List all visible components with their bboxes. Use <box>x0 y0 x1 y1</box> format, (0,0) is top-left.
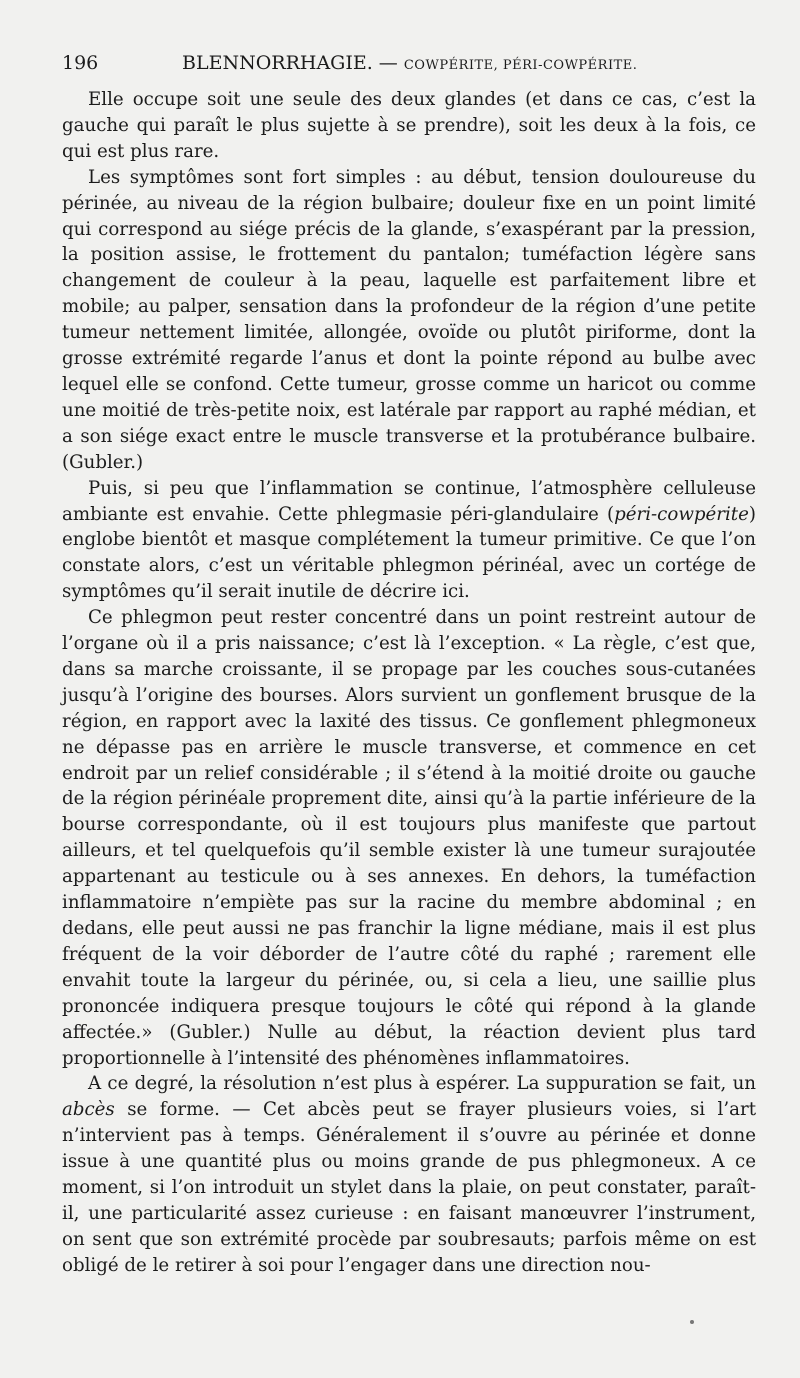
paragraph-1 <box>62 87 756 165</box>
paragraph-4 <box>62 605 756 1071</box>
paragraph-text: ) englobe bientôt et masque complétement la tumeur primitive. Ce que l’on constate alors, c’est un véritable phlegmon périnéal, avec un cortége de symptômes qu’il serait inutile de décrire ici. <box>62 503 756 603</box>
paragraph-text: Ce phlegmon peut rester concentré dans un point restreint autour de l’organe où il a pris naissance; c’est là l’exception. « La règle, c’est que, dans sa marche croissante, il se propage par les couches sous-cutanées jusqu’à l’origine des bourses. Alors survient un gonflement brusque de la région, en rapport avec la laxité des tissus. Ce gonflement phlegmoneux ne dépasse pas en arrière le muscle transverse, et commence en cet endroit par un relief considérable ; il s’étend à la moitié droite ou gauche de la région périnéale proprement dite, ainsi qu’à la partie inférieure de la bourse correspondante, où il est toujours plus manifeste que partout ailleurs, et tel quelquefois qu’il semble exister là une tumeur surajoutée appartenant au testicule ou à ses annexes. En dehors, la tuméfaction inflammatoire n’empiète pas sur la racine du membre abdominal ; en dedans, elle peut aussi ne pas franchir la ligne médiane, mais il est plus fréquent de la voir déborder de l’autre côté du raphé ; rarement elle envahit toute la largeur du périnée, ou, si cela a lieu, une saillie plus prononcée indiquera presque toujours le côté qui répond à la glande affectée.» (Gubler.) Nulle au début, la réaction devient plus tard proportionnelle à l’intensité des phénomènes inflammatoires. <box>62 607 756 1069</box>
paragraph-text: Puis, si peu que l’inflammation se continue, l’atmosphère celluleuse ambiante est envahie. Cette phlegmasie péri-glandulaire ( <box>62 477 756 525</box>
paragraph-text: se forme. — Cet abcès peut se frayer plusieurs voies, si l’art n’intervient pas à temps. Généralement il s’ouvre au périnée et donne issue à une quantité plus ou moins grande de pus phlegmoneux. A ce moment, si l’on introduit un stylet dans la plaie, on peut constater, paraît-il, une particularité assez curieuse : en faisant manœuvrer l’instrument, on sent que son extrémité procède par soubresauts; parfois même on est obligé de le retirer à soi pour l’engager dans une direction nou- <box>62 1099 756 1276</box>
paragraph-text: A ce degré, la résolution n’est plus à espérer. La suppuration se fait, un <box>88 1073 756 1095</box>
paragraph-2 <box>62 165 756 476</box>
running-title-sub: COWPÉRITE, PÉRI-COWPÉRITE. <box>403 58 638 73</box>
running-title-main: BLENNORRHAGIE. — <box>182 52 398 74</box>
paragraph-3 <box>62 476 756 606</box>
paragraph-5 <box>62 1071 756 1278</box>
running-title <box>182 50 637 79</box>
running-header <box>62 50 756 76</box>
paragraph-text: Les symptômes sont fort simples : au début, tension douloureuse du périnée, au niveau de la région bulbaire; douleur fixe en un point limité qui correspond au siége précis de la glande, s’exaspérant par la pression, la position assise, le frottement du pantalon; tuméfaction légère sans changement de couleur à la peau, laquelle est parfaitement libre et mobile; au palper, sensation dans la profondeur de la région d’une petite tumeur nettement limitée, allongée, ovoïde ou plutôt piriforme, dont la grosse extrémité regarde l’anus et dont la pointe répond au bulbe avec lequel elle se confond. Cette tumeur, grosse comme un haricot ou comme une moitié de très-petite noix, est latérale par rapport au raphé médian, et a son siége exact entre le muscle transverse et la protubérance bulbaire. (Gubler.) <box>62 166 756 473</box>
paper-speck <box>690 1320 694 1324</box>
paragraph-text: Elle occupe soit une seule des deux glandes (et dans ce cas, c’est la gauche qui paraît le plus sujette à se prendre), soit les deux à la fois, ce qui est plus rare. <box>62 89 756 162</box>
emphasis-term: péri-cowpérite <box>614 503 749 525</box>
page-number: 196 <box>62 52 99 74</box>
emphasis-term: abcès <box>62 1099 115 1121</box>
body-text <box>62 87 756 1279</box>
